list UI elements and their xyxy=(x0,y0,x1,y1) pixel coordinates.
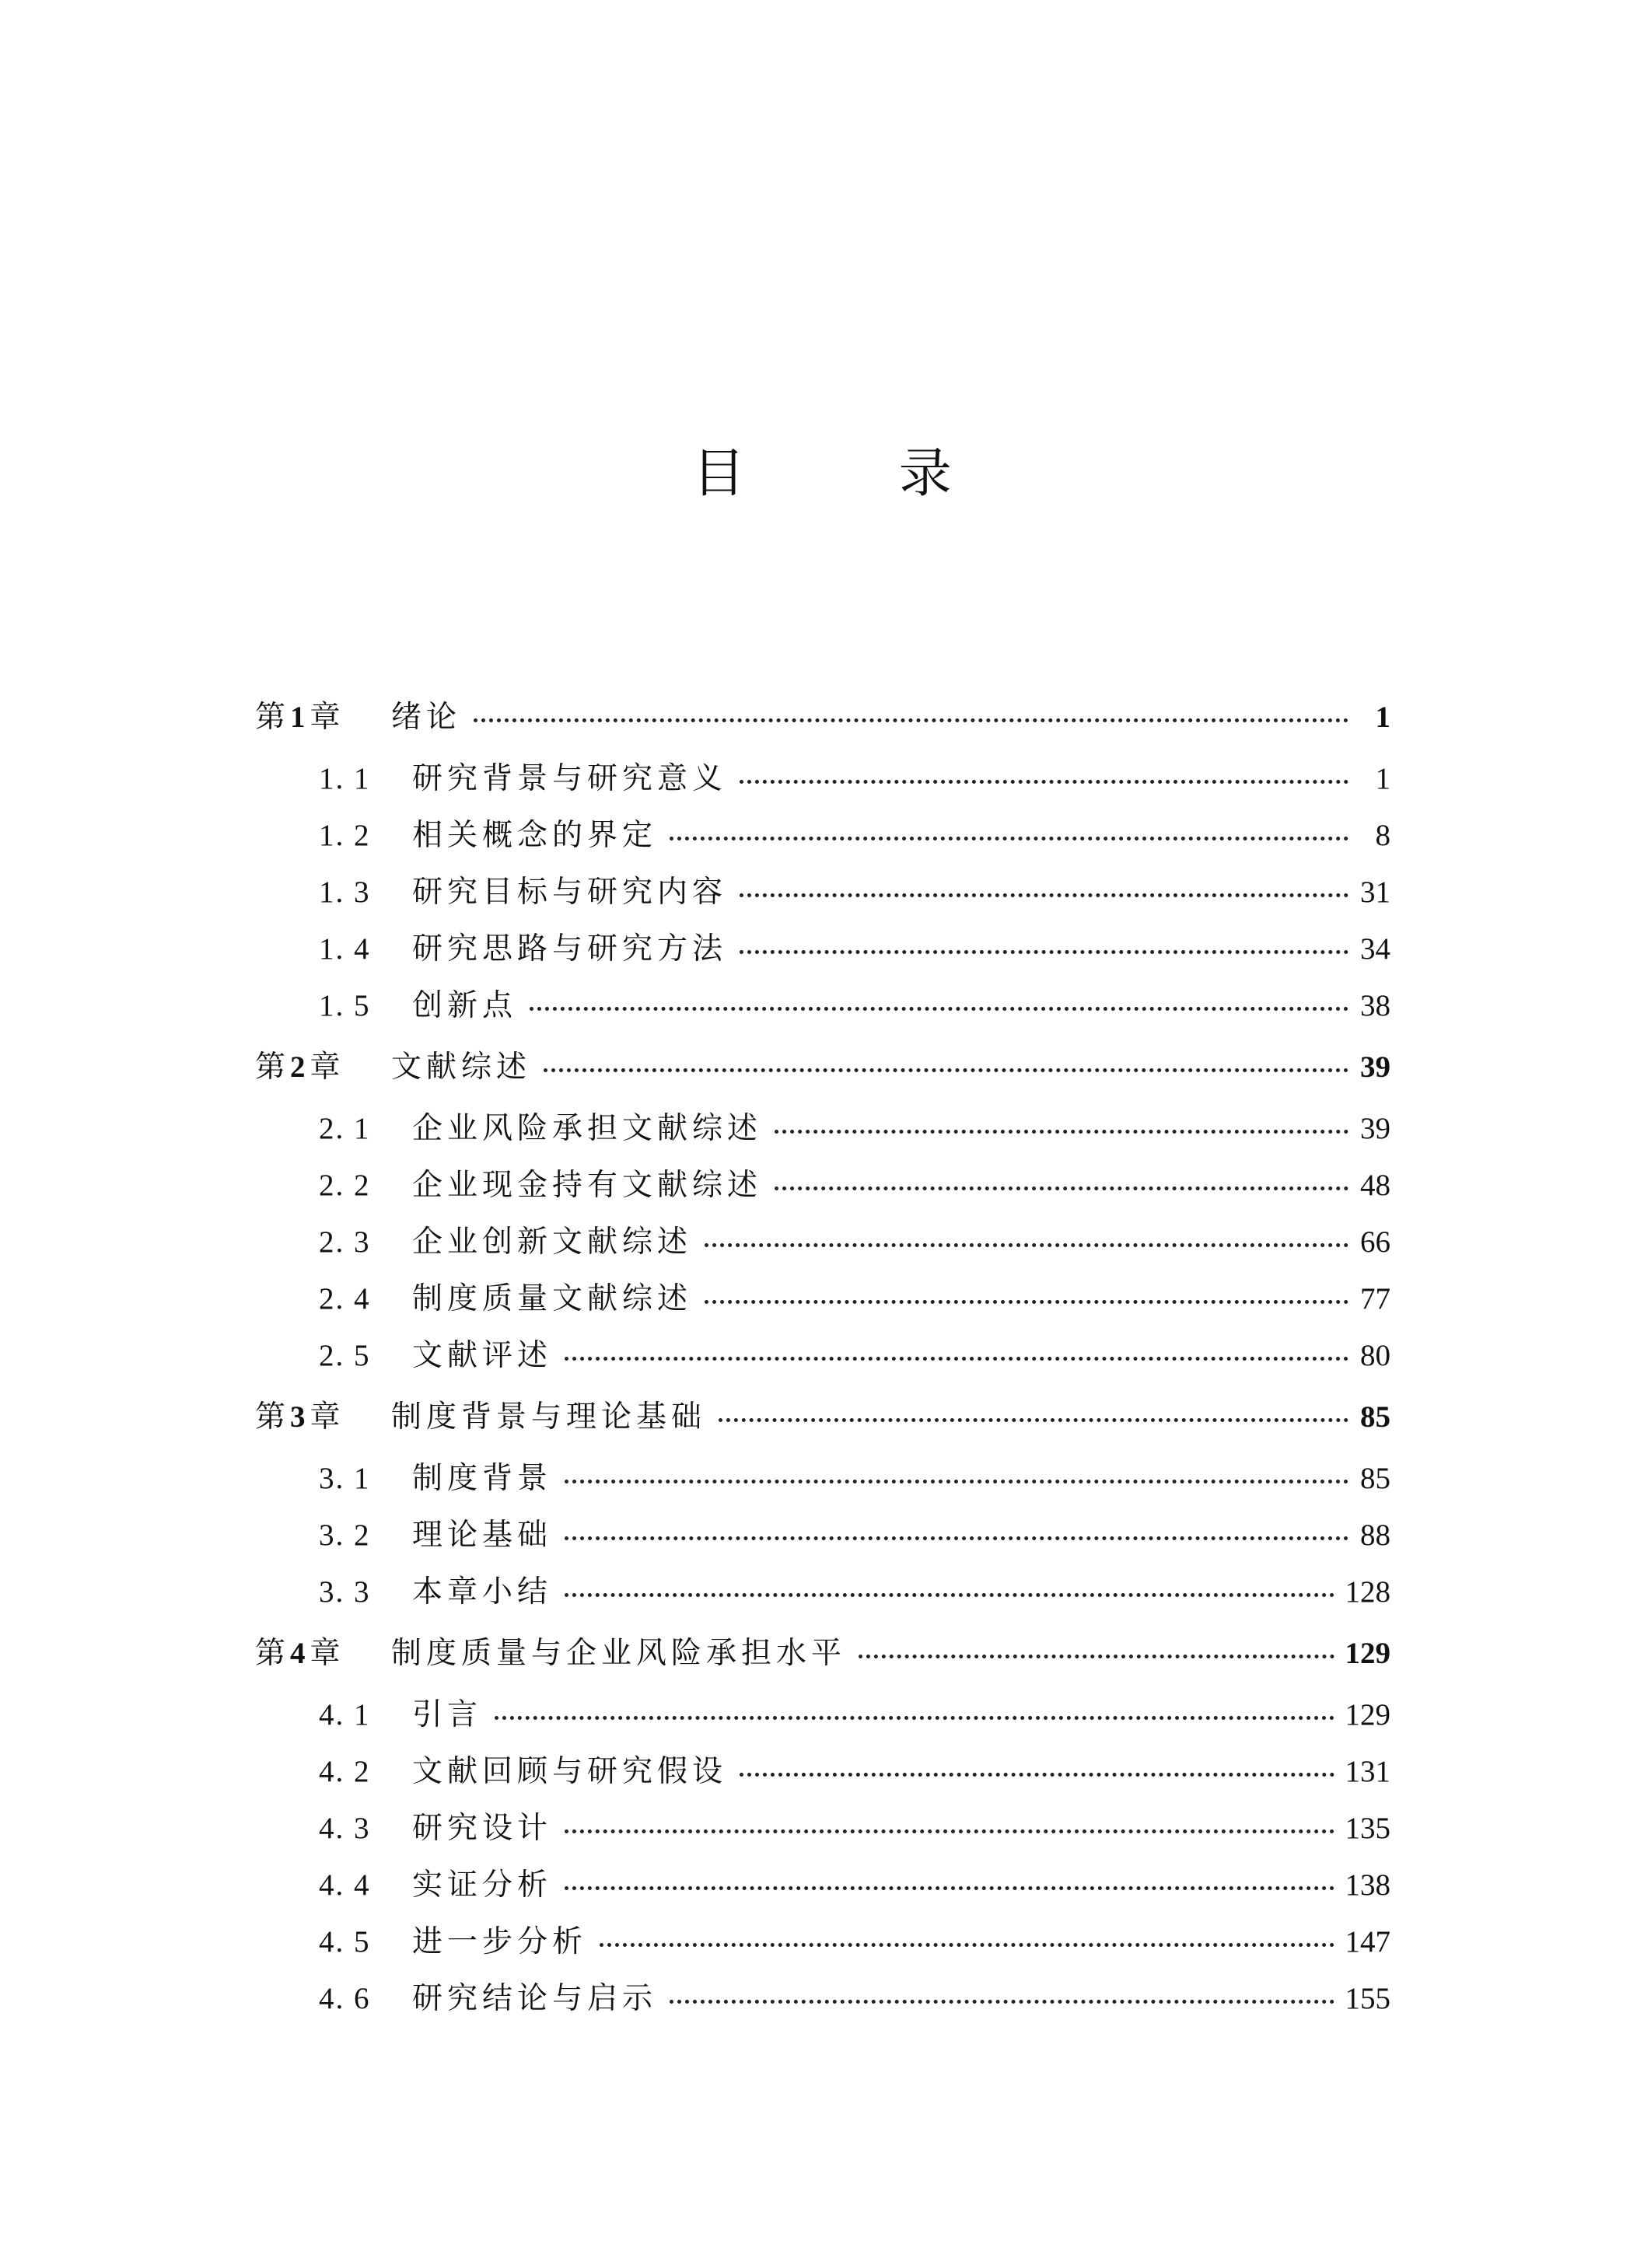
chapter-index: 3 xyxy=(290,1400,306,1434)
section-page-number: 8 xyxy=(1375,819,1390,852)
section-page-number: 34 xyxy=(1360,932,1390,966)
toc-section-4.2[interactable] xyxy=(255,1743,1390,1800)
section-title: 创新点 xyxy=(412,988,518,1023)
dot-leader xyxy=(565,1480,1348,1483)
dot-leader xyxy=(740,780,1348,784)
chapter-title: 制度质量与企业风险承担水平 xyxy=(391,1636,847,1671)
section-number: 2. 5 xyxy=(319,1339,371,1372)
section-number: 4. 5 xyxy=(319,1925,371,1959)
toc-chapter-3[interactable] xyxy=(255,1384,1390,1450)
toc-section-1.5[interactable] xyxy=(255,977,1390,1034)
chapter-suffix: 章 xyxy=(310,1637,341,1670)
section-page-number: 128 xyxy=(1345,1575,1390,1609)
chapter-title: 文献综述 xyxy=(391,1050,532,1085)
section-title: 企业风险承担文献综述 xyxy=(412,1111,763,1146)
dot-leader xyxy=(859,1655,1334,1658)
section-title: 文献评述 xyxy=(412,1338,553,1373)
section-page-number: 48 xyxy=(1360,1169,1390,1202)
toc-section-3.3[interactable] xyxy=(255,1564,1390,1620)
toc-chapter-2[interactable] xyxy=(255,1034,1390,1100)
chapter-page-number: 129 xyxy=(1345,1637,1390,1670)
chapter-page-number: 39 xyxy=(1360,1050,1390,1084)
section-page-number: 138 xyxy=(1345,1868,1390,1902)
toc-section-2.2[interactable] xyxy=(255,1157,1390,1214)
section-page-number: 88 xyxy=(1360,1518,1390,1552)
section-number: 1. 5 xyxy=(319,989,371,1022)
toc-chapter-4[interactable] xyxy=(255,1620,1390,1686)
section-title: 制度背景 xyxy=(412,1461,553,1496)
section-page-number: 147 xyxy=(1345,1925,1390,1959)
dot-leader xyxy=(565,1829,1334,1833)
chapter-number xyxy=(255,1034,391,1100)
dot-leader xyxy=(705,1300,1348,1304)
dot-leader xyxy=(670,2000,1334,2004)
section-page-number: 66 xyxy=(1360,1225,1390,1259)
toc-section-2.3[interactable] xyxy=(255,1214,1390,1270)
section-title: 进一步分析 xyxy=(412,1924,588,1959)
dot-leader xyxy=(565,1536,1348,1540)
dot-leader xyxy=(530,1007,1348,1011)
chapter-prefix: 第 xyxy=(255,1637,286,1670)
section-number: 2. 1 xyxy=(319,1112,371,1145)
section-number: 2. 2 xyxy=(319,1169,371,1202)
table-of-contents xyxy=(255,684,1390,2027)
chapter-suffix: 章 xyxy=(310,701,341,734)
section-number: 1. 4 xyxy=(319,932,371,966)
toc-section-1.1[interactable] xyxy=(255,750,1390,807)
section-number: 4. 4 xyxy=(319,1868,371,1902)
chapter-number xyxy=(255,684,391,750)
section-title: 本章小结 xyxy=(412,1574,553,1609)
toc-section-2.5[interactable] xyxy=(255,1327,1390,1384)
section-title: 研究结论与启示 xyxy=(412,1981,658,2016)
section-page-number: 80 xyxy=(1360,1339,1390,1372)
toc-section-2.4[interactable] xyxy=(255,1270,1390,1327)
chapter-number xyxy=(255,1384,391,1450)
section-number: 4. 6 xyxy=(319,1982,371,2015)
toc-section-4.1[interactable] xyxy=(255,1686,1390,1743)
chapter-index: 1 xyxy=(290,701,306,734)
section-title: 相关概念的界定 xyxy=(412,818,658,853)
section-number: 1. 2 xyxy=(319,819,371,852)
toc-section-4.5[interactable] xyxy=(255,1913,1390,1970)
dot-leader xyxy=(740,950,1348,954)
chapter-suffix: 章 xyxy=(310,1050,341,1084)
toc-section-4.4[interactable] xyxy=(255,1857,1390,1913)
dot-leader xyxy=(740,1773,1334,1777)
section-title: 制度质量文献综述 xyxy=(412,1281,693,1316)
chapter-prefix: 第 xyxy=(255,1400,286,1434)
section-number: 4. 1 xyxy=(319,1698,371,1732)
section-number: 1. 3 xyxy=(319,875,371,909)
section-page-number: 135 xyxy=(1345,1812,1390,1845)
page-title: 目 录 xyxy=(692,443,1020,505)
section-number: 3. 2 xyxy=(319,1518,371,1552)
section-title: 研究背景与研究意义 xyxy=(412,761,728,796)
dot-leader xyxy=(565,1357,1348,1361)
chapter-index: 2 xyxy=(290,1050,306,1084)
dot-leader xyxy=(775,1186,1348,1190)
toc-section-3.2[interactable] xyxy=(255,1507,1390,1564)
section-title: 企业创新文献综述 xyxy=(412,1225,693,1260)
section-number: 4. 3 xyxy=(319,1812,371,1845)
section-title: 企业现金持有文献综述 xyxy=(412,1168,763,1203)
chapter-prefix: 第 xyxy=(255,701,286,734)
dot-leader xyxy=(775,1130,1348,1134)
section-title: 实证分析 xyxy=(412,1868,553,1903)
dot-leader xyxy=(565,1593,1334,1597)
section-page-number: 85 xyxy=(1360,1462,1390,1495)
section-number: 3. 3 xyxy=(319,1575,371,1609)
toc-section-1.4[interactable] xyxy=(255,921,1390,977)
chapter-index: 4 xyxy=(290,1637,306,1670)
section-page-number: 39 xyxy=(1360,1112,1390,1145)
chapter-title: 制度背景与理论基础 xyxy=(391,1400,707,1435)
chapter-page-number: 1 xyxy=(1375,701,1390,734)
dot-leader xyxy=(600,1943,1334,1947)
section-title: 文献回顾与研究假设 xyxy=(412,1754,728,1789)
section-page-number: 1 xyxy=(1375,762,1390,795)
dot-leader xyxy=(670,837,1348,840)
chapter-suffix: 章 xyxy=(310,1400,341,1434)
dot-leader xyxy=(740,893,1348,897)
section-page-number: 77 xyxy=(1360,1282,1390,1316)
section-page-number: 131 xyxy=(1345,1755,1390,1788)
dot-leader xyxy=(705,1243,1348,1247)
section-number: 4. 2 xyxy=(319,1755,371,1788)
section-number: 3. 1 xyxy=(319,1462,371,1495)
section-page-number: 155 xyxy=(1345,1982,1390,2015)
dot-leader xyxy=(719,1418,1348,1422)
section-page-number: 31 xyxy=(1360,875,1390,909)
toc-section-2.1[interactable] xyxy=(255,1100,1390,1157)
chapter-prefix: 第 xyxy=(255,1050,286,1084)
section-page-number: 129 xyxy=(1345,1698,1390,1732)
section-page-number: 38 xyxy=(1360,989,1390,1022)
dot-leader xyxy=(544,1068,1348,1072)
toc-section-3.1[interactable] xyxy=(255,1450,1390,1507)
section-number: 2. 3 xyxy=(319,1225,371,1259)
toc-section-4.6[interactable] xyxy=(255,1970,1390,2027)
chapter-number xyxy=(255,1620,391,1686)
toc-section-1.2[interactable] xyxy=(255,807,1390,864)
section-title: 研究目标与研究内容 xyxy=(412,875,728,910)
dot-leader xyxy=(474,718,1348,722)
section-title: 引言 xyxy=(412,1697,483,1732)
section-title: 研究思路与研究方法 xyxy=(412,931,728,966)
section-number: 2. 4 xyxy=(319,1282,371,1316)
dot-leader xyxy=(565,1886,1334,1890)
dot-leader xyxy=(495,1716,1334,1720)
chapter-page-number: 85 xyxy=(1360,1400,1390,1434)
toc-chapter-1[interactable] xyxy=(255,684,1390,750)
chapter-title: 绪论 xyxy=(391,700,462,735)
toc-section-4.3[interactable] xyxy=(255,1800,1390,1857)
toc-section-1.3[interactable] xyxy=(255,864,1390,921)
section-number: 1. 1 xyxy=(319,762,371,795)
section-title: 研究设计 xyxy=(412,1811,553,1846)
section-title: 理论基础 xyxy=(412,1518,553,1553)
